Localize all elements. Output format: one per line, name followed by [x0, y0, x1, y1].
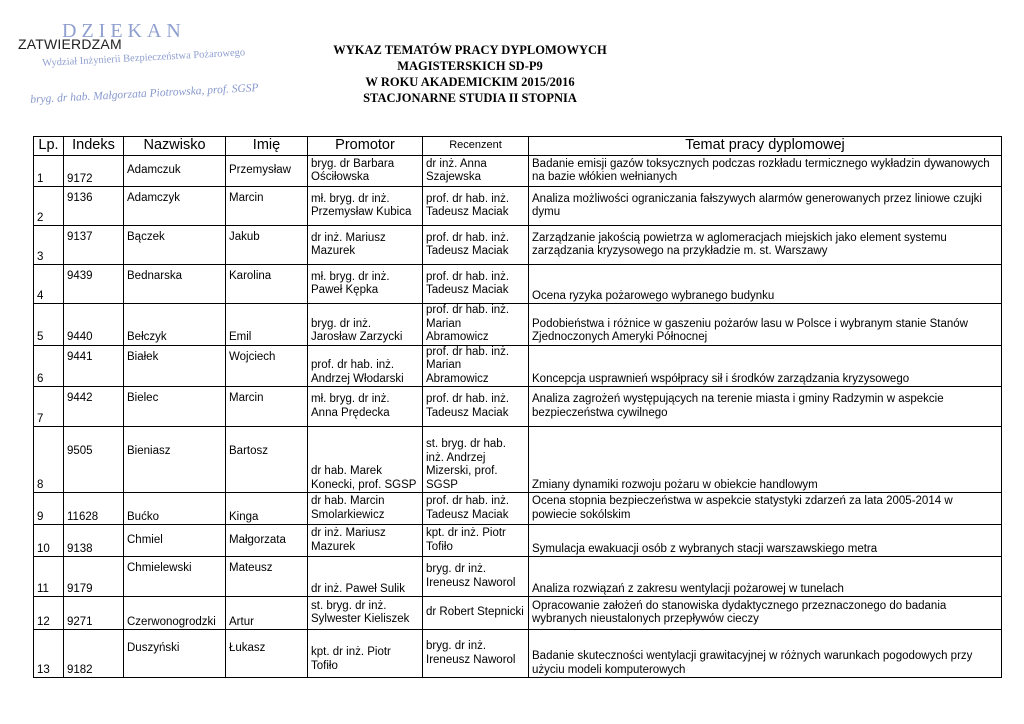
cell-imie: Wojciech: [226, 345, 308, 387]
stamp-dean-text: DZIEKAN: [62, 20, 186, 42]
cell-lp: 12: [34, 597, 64, 630]
cell-imie: Marcin: [226, 387, 308, 427]
cell-nazwisko: Chmielewski: [124, 557, 226, 597]
cell-promotor: bryg. dr inż. Jarosław Zarzycki: [308, 304, 423, 346]
table-row: [34, 525, 1002, 557]
cell-nazwisko: Białek: [124, 345, 226, 387]
cell-indeks: 9137: [64, 226, 124, 265]
cell-lp: 10: [34, 525, 64, 557]
header-nazwisko: Nazwisko: [124, 137, 226, 156]
cell-recenzent: prof. dr hab. inż. Tadeusz Maciak: [423, 265, 529, 304]
cell-indeks: 9172: [64, 156, 124, 187]
document-title: [290, 42, 650, 106]
stamp-department-text: Wydział Inżynierii Bezpieczeństwa Pożarowego: [42, 47, 246, 69]
cell-lp: 4: [34, 265, 64, 304]
cell-lp: 8: [34, 427, 64, 493]
table-row: [34, 630, 1002, 678]
cell-nazwisko: Bućko: [124, 493, 226, 525]
cell-indeks: 9442: [64, 387, 124, 427]
cell-lp: 9: [34, 493, 64, 525]
cell-recenzent: prof. dr hab. inż. Tadeusz Maciak: [423, 387, 529, 427]
cell-promotor: dr inż. Mariusz Mazurek: [308, 226, 423, 265]
cell-temat: Symulacja ewakuacji osób z wybranych stacji warszawskiego metra: [529, 525, 1002, 557]
cell-temat: Koncepcja usprawnień współpracy sił i środków zarządzania kryzysowego: [529, 345, 1002, 387]
cell-recenzent: kpt. dr inż. Piotr Tofiło: [423, 525, 529, 557]
cell-nazwisko: Adamczyk: [124, 187, 226, 226]
header-promotor: Promotor: [308, 137, 423, 156]
header-lp: Lp.: [34, 137, 64, 156]
cell-temat: Zarządzanie jakością powietrza w aglomeracjach miejskich jako element systemu zarządzania kryzysowego na przykładzie m. st. Warszawy: [529, 226, 1002, 265]
title-line-4: STACJONARNE STUDIA II STOPNIA: [363, 91, 577, 105]
header-indeks: Indeks: [64, 137, 124, 156]
table-row: [34, 226, 1002, 265]
cell-nazwisko: Bielec: [124, 387, 226, 427]
cell-indeks: 9182: [64, 630, 124, 678]
table-row: [34, 597, 1002, 630]
cell-indeks: 9138: [64, 525, 124, 557]
cell-promotor: kpt. dr inż. Piotr Tofiło: [308, 630, 423, 678]
cell-imie: Karolina: [226, 265, 308, 304]
cell-imie: Mateusz: [226, 557, 308, 597]
cell-promotor: bryg. dr Barbara Ościłowska: [308, 156, 423, 187]
cell-nazwisko: Czerwonogrodzki: [124, 597, 226, 630]
cell-recenzent: prof. dr hab. inż. Marian Abramowicz: [423, 304, 529, 346]
cell-nazwisko: Bednarska: [124, 265, 226, 304]
cell-indeks: 9179: [64, 557, 124, 597]
cell-recenzent: prof. dr hab. inż. Tadeusz Maciak: [423, 187, 529, 226]
table-row: [34, 265, 1002, 304]
cell-nazwisko: Duszyński: [124, 630, 226, 678]
cell-lp: 11: [34, 557, 64, 597]
cell-recenzent: prof. dr hab. inż. Tadeusz Maciak: [423, 226, 529, 265]
cell-indeks: 11628: [64, 493, 124, 525]
cell-promotor: dr hab. Marcin Smolarkiewicz: [308, 493, 423, 525]
table-row: [34, 493, 1002, 525]
cell-recenzent: dr Robert Stepnicki: [423, 597, 529, 630]
cell-temat: Analiza rozwiązań z zakresu wentylacji pożarowej w tunelach: [529, 557, 1002, 597]
table-row: [34, 345, 1002, 387]
cell-imie: Kinga: [226, 493, 308, 525]
cell-lp: 1: [34, 156, 64, 187]
header-temat: Temat pracy dyplomowej: [529, 137, 1002, 156]
table-row: [34, 304, 1002, 346]
cell-imie: Marcin: [226, 187, 308, 226]
cell-promotor: st. bryg. dr inż. Sylwester Kieliszek: [308, 597, 423, 630]
cell-temat: Zmiany dynamiki rozwoju pożaru w obiekcie handlowym: [529, 427, 1002, 493]
cell-indeks: 9440: [64, 304, 124, 346]
cell-temat: Analiza zagrożeń występujących na terenie miasta i gminy Radzymin w aspekcie bezpieczeństwa cywilnego: [529, 387, 1002, 427]
cell-recenzent: prof. dr hab. inż. Tadeusz Maciak: [423, 493, 529, 525]
cell-imie: Bartosz: [226, 427, 308, 493]
cell-lp: 6: [34, 345, 64, 387]
cell-imie: Emil: [226, 304, 308, 346]
cell-nazwisko: Bieniasz: [124, 427, 226, 493]
approval-stamp: [14, 16, 259, 111]
cell-promotor: dr inż. Paweł Sulik: [308, 557, 423, 597]
cell-indeks: 9439: [64, 265, 124, 304]
cell-promotor: mł. bryg. dr inż. Paweł Kępka: [308, 265, 423, 304]
table-row: [34, 187, 1002, 226]
cell-promotor: prof. dr hab. inż. Andrzej Włodarski: [308, 345, 423, 387]
cell-imie: Artur: [226, 597, 308, 630]
cell-nazwisko: Chmiel: [124, 525, 226, 557]
cell-indeks: 9505: [64, 427, 124, 493]
cell-indeks: 9136: [64, 187, 124, 226]
cell-nazwisko: Bełczyk: [124, 304, 226, 346]
cell-recenzent: bryg. dr inż. Ireneusz Naworol: [423, 557, 529, 597]
table-body: [34, 156, 1002, 678]
cell-recenzent: dr inż. Anna Szajewska: [423, 156, 529, 187]
cell-recenzent: prof. dr hab. inż. Marian Abramowicz: [423, 345, 529, 387]
cell-promotor: mł. bryg. dr inż. Przemysław Kubica: [308, 187, 423, 226]
cell-temat: Badanie emisji gazów toksycznych podczas rozkładu termicznego wykładzin dywanowych na bazie włókien wełnianych: [529, 156, 1002, 187]
thesis-topics-table: [33, 136, 1002, 678]
table-row: [34, 427, 1002, 493]
cell-promotor: mł. bryg. dr inż. Anna Prędecka: [308, 387, 423, 427]
table-row: [34, 557, 1002, 597]
cell-nazwisko: Adamczuk: [124, 156, 226, 187]
cell-lp: 7: [34, 387, 64, 427]
title-line-2: MAGISTERSKICH SD-P9: [397, 59, 543, 73]
cell-imie: Przemysław: [226, 156, 308, 187]
cell-temat: Analiza możliwości ograniczania fałszywych alarmów generowanych przez liniowe czujki dymu: [529, 187, 1002, 226]
stamp-approve-text: ZATWIERDZAM: [18, 36, 122, 52]
title-line-3: W ROKU AKADEMICKIM 2015/2016: [365, 75, 575, 89]
cell-temat: Podobieństwa i różnice w gaszeniu pożarów lasu w Polsce i wybranym stanie Stanów Zjednoczonych Ameryki Północnej: [529, 304, 1002, 346]
cell-imie: Jakub: [226, 226, 308, 265]
stamp-signature-text: bryg. dr hab. Małgorzata Piotrowska, prof. SGSP: [30, 82, 259, 106]
cell-indeks: 9271: [64, 597, 124, 630]
cell-temat: Opracowanie założeń do stanowiska dydaktycznego przeznaczonego do badania wybranych nieustalonych przepływów cieczy: [529, 597, 1002, 630]
title-line-1: WYKAZ TEMATÓW PRACY DYPLOMOWYCH: [333, 43, 607, 57]
cell-promotor: dr inż. Mariusz Mazurek: [308, 525, 423, 557]
table-row: [34, 156, 1002, 187]
cell-temat: Ocena ryzyka pożarowego wybranego budynku: [529, 265, 1002, 304]
table-header-row: [34, 137, 1002, 156]
table-row: [34, 387, 1002, 427]
cell-recenzent: st. bryg. dr hab. inż. Andrzej Mizerski, prof. SGSP: [423, 427, 529, 493]
cell-nazwisko: Bączek: [124, 226, 226, 265]
cell-lp: 2: [34, 187, 64, 226]
header-imie: Imię: [226, 137, 308, 156]
cell-imie: Łukasz: [226, 630, 308, 678]
header-recenzent: Recenzent: [423, 137, 529, 156]
cell-lp: 3: [34, 226, 64, 265]
cell-imie: Małgorzata: [226, 525, 308, 557]
cell-recenzent: bryg. dr inż. Ireneusz Naworol: [423, 630, 529, 678]
cell-temat: Badanie skuteczności wentylacji grawitacyjnej w różnych warunkach pogodowych przy użyciu modeli komputerowych: [529, 630, 1002, 678]
cell-promotor: dr hab. Marek Konecki, prof. SGSP: [308, 427, 423, 493]
cell-indeks: 9441: [64, 345, 124, 387]
cell-lp: 5: [34, 304, 64, 346]
cell-lp: 13: [34, 630, 64, 678]
cell-temat: Ocena stopnia bezpieczeństwa w aspekcie statystyki zdarzeń za lata 2005-2014 w powiecie sokólskim: [529, 493, 1002, 525]
